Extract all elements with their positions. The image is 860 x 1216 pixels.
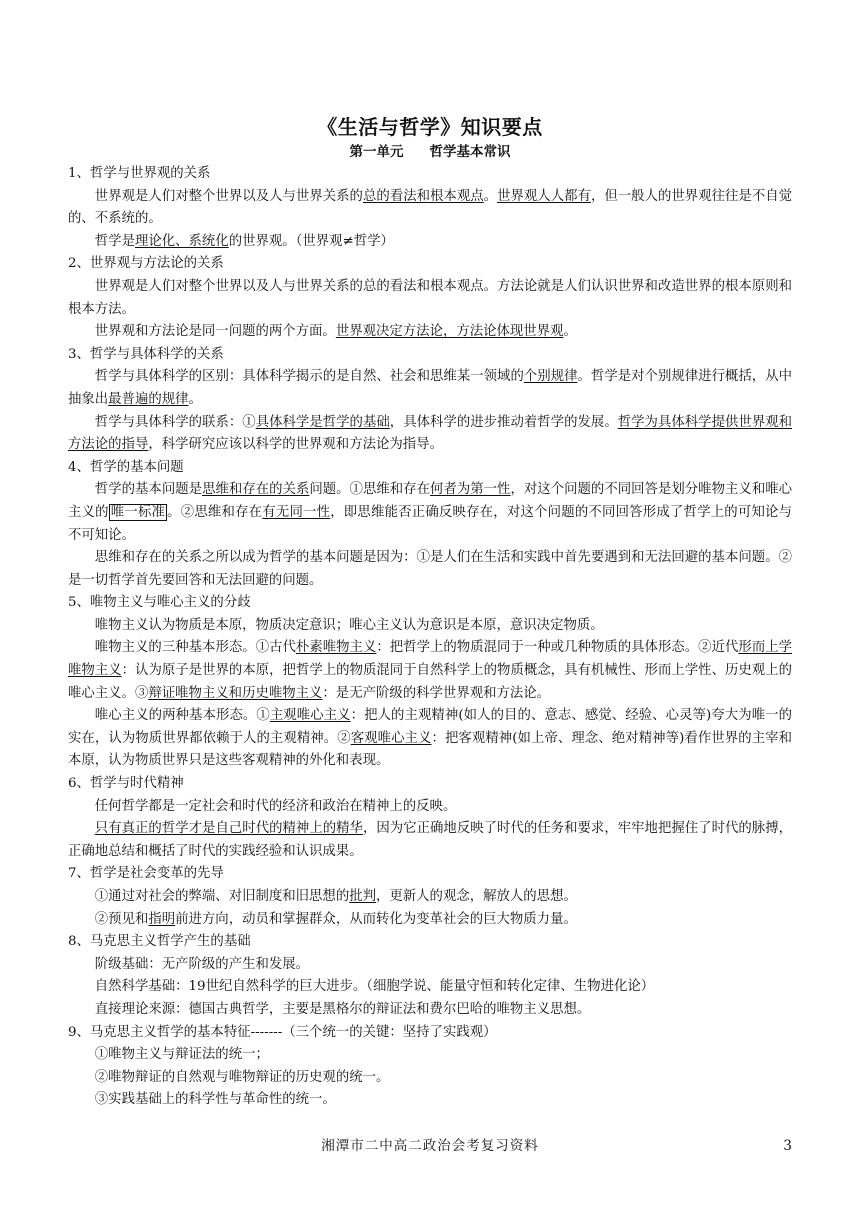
section-5-paragraph-3: 唯心主义的两种基本形态。①主观唯心主义：把人的主观精神(如人的目的、意志、感觉、经验、心灵等)夸大为唯一的实在，认为物质世界都依赖于人的主观精神。②客观唯心主义：把客观精神(如上帝、理念、绝对精神等)看作世界的主宰和本原，认为物质世界只是这些客观精神的外化和表现。 — [68, 708, 793, 769]
page-title: 《生活与哲学》知识要点 — [317, 115, 543, 139]
document-body — [68, 113, 792, 1112]
section-9-item-3: ③实践基础上的科学性与革命性的统一。 — [94, 1092, 336, 1108]
section-heading-6: 6、哲学与时代精神 — [68, 776, 184, 792]
unit-label: 第一单元 — [349, 144, 404, 160]
section-8-paragraph-3: 直接理论来源：德国古典哲学，主要是黑格尔的辩证法和费尔巴哈的唯物主义思想。 — [94, 1001, 591, 1017]
section-7-paragraph-1: ①通过对社会的弊端、对旧制度和旧思想的批判，更新人的观念，解放人的思想。 — [94, 889, 577, 904]
section-1-paragraph-2: 哲学是理论化、系统化的世界观。（世界观≠哲学） — [94, 233, 394, 249]
section-7-paragraph-2: ②预见和指明前进方向，动员和掌握群众，从而转化为变革社会的巨大物质力量。 — [94, 911, 577, 927]
section-4-paragraph-2: 思维和存在的关系之所以成为哲学的基本问题是因为：①是人们在生活和实践中首先要遇到和无法回避的基本问题。②是一切哲学首先要回答和无法回避的问题。 — [68, 550, 792, 588]
page-footer — [0, 1135, 860, 1157]
section-4-paragraph-1: 哲学的基本问题是思维和存在的关系问题。①思维和存在何者为第一性，对这个问题的不同回答是划分唯物主义和唯心主义的 唯一标准 。②思维和存在有无同一性，即思维能否正确反映存在，对这个问题的不同回答形成了哲学上的可知论与不可知论。 — [68, 482, 793, 543]
section-heading-2: 2、世界观与方法论的关系 — [68, 256, 224, 272]
unit-name: 哲学基本常识 — [429, 144, 511, 160]
section-2-paragraph-2: 世界观和方法论是同一问题的两个方面。世界观决定方法论，方法论体现世界观。 — [94, 324, 577, 340]
section-heading-1: 1、哲学与世界观的关系 — [68, 166, 211, 181]
boxed-term: 唯一标准 — [110, 504, 166, 520]
section-5-paragraph-2: 唯物主义的三种基本形态。①古代朴素唯物主义：把哲学上的物质混同于一种或几种物质的具体形态。②近代形而上学唯物主义：认为原子是世界的本原，把哲学上的物质混同于自然科学上的物质概念，具有机械性、形而上学性、历史观上的唯心主义。③辩证唯物主义和历史唯物主义：是无产阶级的科学世界观和方法论。 — [68, 640, 793, 701]
section-9-item-1: ①唯物主义与辩证法的统一； — [94, 1047, 269, 1063]
section-heading-9: 9、马克思主义哲学的基本特征-------（三个统一的关键：坚持了实践观） — [68, 1024, 497, 1040]
section-heading-8: 8、马克思主义哲学产生的基础 — [68, 934, 251, 950]
section-6-paragraph-2: 只有真正的哲学才是自己时代的精神上的精华，因为它正确地反映了时代的任务和要求，牢牢地把握住了时代的脉搏，正确地总结和概括了时代的实践经验和认识成果。 — [68, 821, 793, 859]
unit-heading — [68, 141, 792, 163]
section-8-paragraph-1: 阶级基础：无产阶级的产生和发展。 — [94, 956, 310, 972]
section-5-paragraph-1: 唯物主义认为物质是本原，物质决定意识；唯心主义认为意识是本原，意识决定物质。 — [94, 617, 604, 633]
section-6-paragraph-1: 任何哲学都是一定社会和时代的经济和政治在精神上的反映。 — [94, 798, 457, 814]
section-heading-5: 5、唯物主义与唯心主义的分歧 — [68, 595, 251, 611]
section-9-item-2: ②唯物辩证的自然观与唯物辩证的历史观的统一。 — [94, 1069, 390, 1085]
section-3-paragraph-2: 哲学与具体科学的联系：①具体科学是哲学的基础，具体科学的进步推动着哲学的发展。哲学为具体科学提供世界观和方法论的指导，科学研究应该以科学的世界观和方法论为指导。 — [68, 414, 793, 453]
footer-text: 湘潭市二中高二政治会考复习资料 — [321, 1138, 539, 1154]
section-heading-3: 3、哲学与具体科学的关系 — [68, 346, 224, 362]
section-3-paragraph-1: 哲学与具体科学的区别：具体科学揭示的是自然、社会和思维某一领域的个别规律。哲学是对个别规律进行概括，从中抽象出最普遍的规律。 — [68, 369, 793, 407]
page-number: 3 — [783, 1138, 792, 1154]
section-8-paragraph-2: 自然科学基础：19世纪自然科学的巨大进步。（细胞学说、能量守恒和转化定律、生物进化论） — [94, 979, 655, 995]
section-heading-4: 4、哲学的基本问题 — [68, 459, 184, 475]
section-2-paragraph-1: 世界观是人们对整个世界以及人与世界关系的总的看法和根本观点。方法论就是人们认识世界和改造世界的根本原则和根本方法。 — [68, 278, 792, 317]
section-1-paragraph-1: 世界观是人们对整个世界以及人与世界关系的总的看法和根本观点。世界观人人都有，但一般人的世界观往往是不自觉的、不系统的。 — [68, 188, 793, 227]
section-heading-7: 7、哲学是社会变革的先导 — [68, 866, 224, 882]
